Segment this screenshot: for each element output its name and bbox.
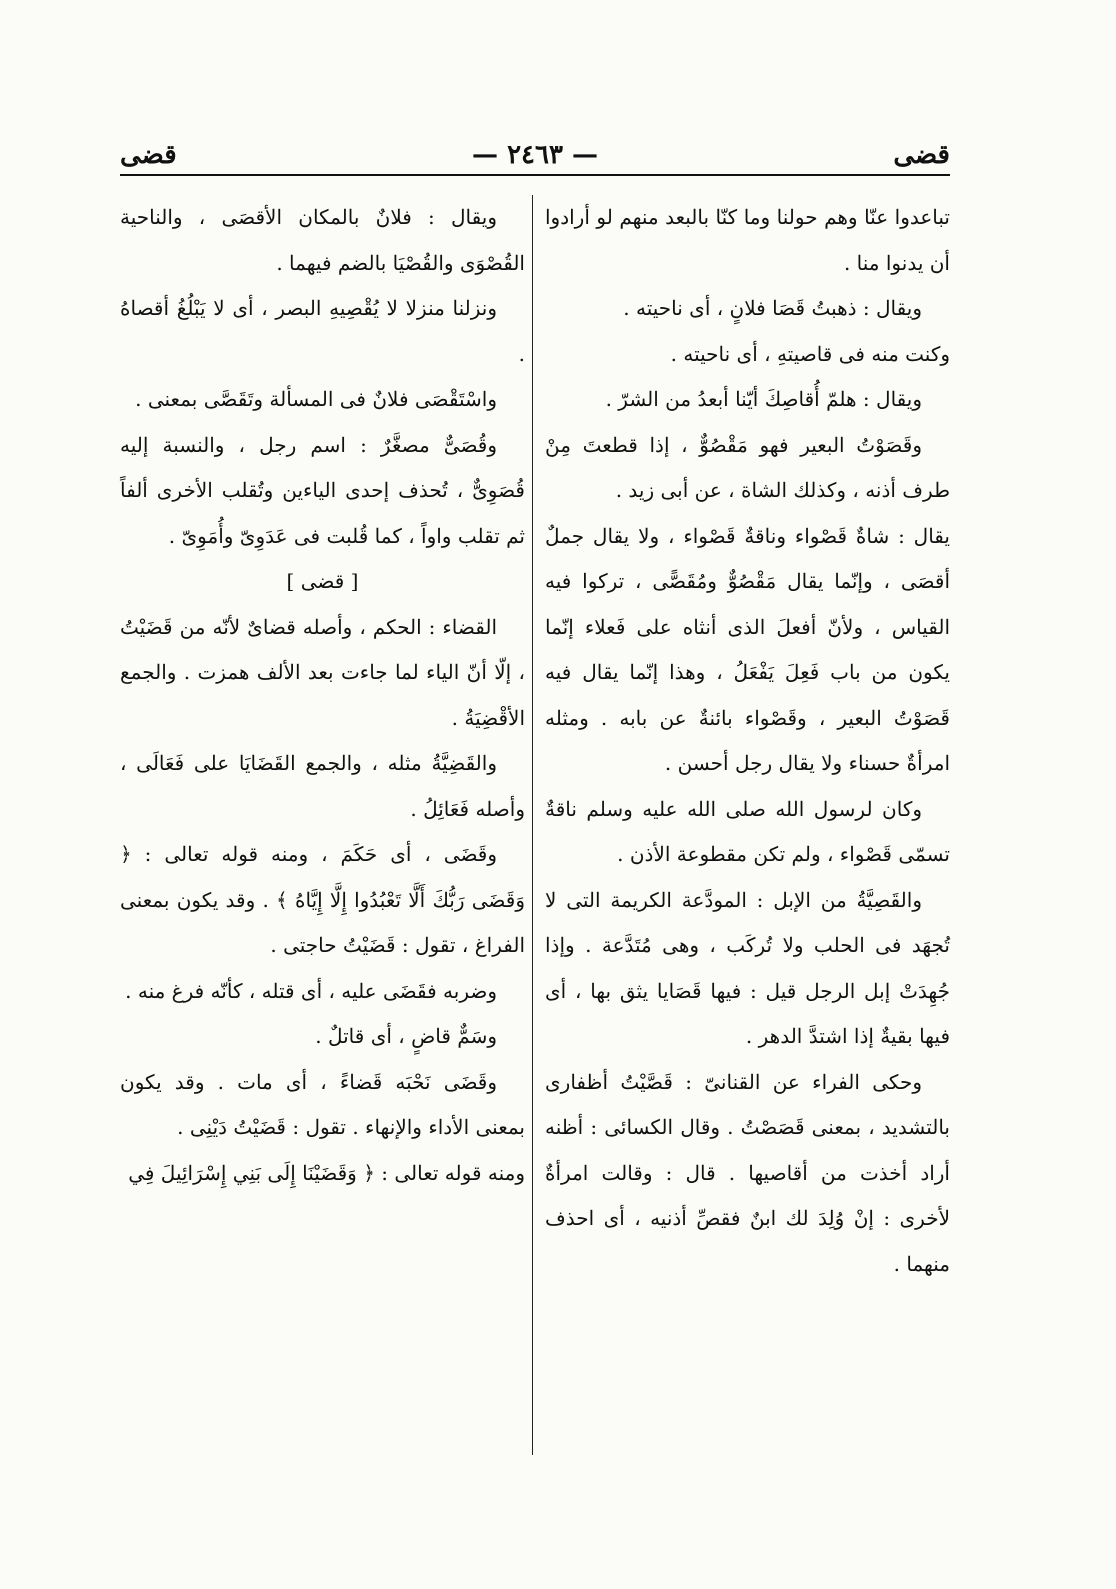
header-entry-word-right: قضى [893,140,950,170]
paragraph: وضربه فقَضَى عليه ، أى قتله ، كأنّه فرغ منه . [125,978,497,1003]
header-entry-word-left: قضى [120,140,177,170]
right-column [545,195,950,1287]
entry-heading: [ قضى ] [286,569,359,593]
paragraph: وقُصَىٌّ مصغَّرٌ : اسم رجل ، والنسبة إليه قُصَوِىٌّ ، تُحذف إحدى الياءين وتُقلب الأخرى ألفاً ثم تقلب واواً ، كما قُلبت فى عَدَوِىّ وأُمَوِىّ . [120,432,525,548]
paragraph: ويقال : هلمّ أُقاصِكَ أيّنا أبعدُ من الشرّ . [605,387,922,411]
paragraph: القضاء : الحكم ، وأصله قضاىٌ لأنّه من قَضَيْتُ ، إلّا أنّ الياء لما جاءت بعد الألف همزت . والجمع الأقْضِيَةُ . [120,614,525,730]
header-rule [120,174,950,176]
paragraph: ويقال : ذهبتُ قَصَا فلانٍ ، أى ناحيته . [623,296,922,320]
paragraph: يقال : شاةٌ قَصْواء وناقةٌ قَصْواء ، ولا يقال جملٌ أقصَى ، وإنّما يقال مَقْصُوٌّ ومُقَصًّى ، تركوا فيه القياس ، ولأنّ أفعلَ الذى أنثاه على فَعلاء إنّما يكون من باب فَعِلَ يَفْعَلُ ، وهذا إنّما يقال فيه قَصَوْتُ البعير ، وقَصْواء بائنةٌ عن بابه . ومثله امرأةٌ حسناء ولا يقال رجل أحسن . [545,523,950,775]
paragraph: والقَصِيَّةُ من الإبل : المودَّعة الكريمة التى لا تُجهَد فى الحلب ولا تُركَب ، وهى مُتَدَّعة . وإذا جُهِدَتْ إبل الرجل قيل : فيها قَصَايا يثق بها ، أى فيها بقيةٌ إذا اشتدَّ الدهر . [545,887,950,1048]
paragraph: ويقال : فلانٌ بالمكان الأقصَى ، والناحية القُصْوَى والقُصْيَا بالضم فيهما . [120,205,525,275]
paragraph: وحكى الفراء عن القنانىّ : قَصَّيْتُ أظفارى بالتشديد ، بمعنى قَصَصْتُ . وقال الكسائى : أظنه أراد أخذت من أقاصيها . قال : وقالت امرأةٌ لأخرى : إنْ وُلِدَ لك ابنٌ فقصِّ أذنيه ، أى احذف منهما . [545,1069,950,1276]
left-column [120,195,525,1196]
paragraph: وسَمٌّ قاضٍ ، أى قاتلٌ . [315,1024,497,1048]
paragraph: وكان لرسول الله صلى الله عليه وسلم ناقةٌ تسمّى قَصْواء ، ولم تكن مقطوعة الأذن . [545,796,950,866]
paragraph: وكنت منه فى قاصيتهِ ، أى ناحيته . [670,341,950,366]
paragraph: تباعدوا عنّا وهم حولنا وما كنّا بالبعد منهم لو أرادوا أن يدنوا منا . [545,205,950,275]
paragraph: وقَضَى ، أى حَكَمَ ، ومنه قوله تعالى : ﴿ وَقَضَى رَبُّكَ أَلَّا تَعْبُدُوا إِلَّا إِيَّاهُ ﴾ . وقد يكون بمعنى الفراغ ، تقول : قَضَيْتُ حاجتى . [120,842,525,957]
paragraph: ومنه قوله تعالى : ﴿ وَقَضَيْنَا إِلَى بَنِي إِسْرَائِيلَ فِي [128,1160,525,1185]
paragraph: وقَضَى نَحْبَه قَضاءً ، أى مات . وقد يكون بمعنى الأداء والإنهاء . تقول : قَضَيْتُ دَيْنِى . [120,1069,525,1139]
paragraph: والقَضِيَّةُ مثله ، والجمع القَضَايَا على فَعَالَى ، وأصله فَعَائِلُ . [120,751,525,821]
column-divider [532,195,533,1455]
paragraph: ونزلنا منزلا لا يُقْصِيهِ البصر ، أى لا يَبْلُغُ أقصاهُ . [120,296,525,366]
paragraph: واسْتَقْصَى فلانٌ فى المسألة وتَقَصَّى بمعنى . [135,387,497,411]
paragraph: وقَصَوْتُ البعير فهو مَقْصُوٌّ ، إذا قطعتَ مِنْ طرف أذنه ، وكذلك الشاة ، عن أبى زيد . [545,432,950,502]
page-number: — ٢٤٦٣ — [472,140,598,170]
